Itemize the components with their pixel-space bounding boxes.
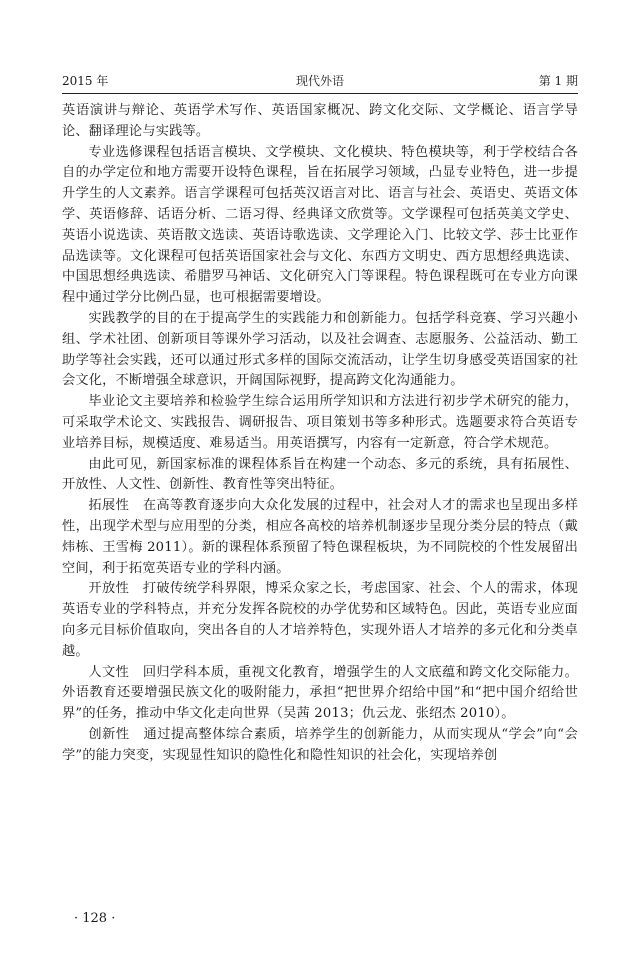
paragraph-course-list-continued: 英语演讲与辩论、英语学术写作、英语国家概况、跨文化交际、文学概论、语言学导论、翻译理论与实践等。 — [62, 103, 578, 139]
paragraph-expansibility: 拓展性 在高等教育逐步向大众化发展的过程中，社会对人才的需求也呈现出多样性，出现学术型与应用型的分类，相应各高校的培养机制逐步呈现分类分层的特点（戴炜栋、王雪梅 2011）。新的课程体系预留了特色课程板块，为不同院校的个性发展留出空间，利于拓宽英语专业的学科内涵。 — [62, 498, 578, 576]
paragraph-curriculum-features: 由此可见，新国家标准的课程体系旨在构建一个动态、多元的系统，具有拓展性、开放性、人文性、创新性、教育性等突出特征。 — [62, 456, 578, 493]
header-year: 2015 年 — [62, 74, 109, 88]
paragraph-practice-teaching: 实践教学的目的在于提高学生的实践能力和创新能力。包括学科竞赛、学习兴趣小组、学术社团、创新项目等课外学习活动，以及社会调查、志愿服务、公益活动、勤工助学等社会实践，还可以通过形式多样的国际交流活动，让学生切身感受英语国家的社会文化，不断增强全球意识，开阔国际视野，提高跨文化沟通能力。 — [62, 310, 578, 389]
paragraph-elective-courses: 专业选修课程包括语言模块、文学模块、文化模块、特色模块等，利于学校结合各自的办学定位和地方需要开设特色课程，旨在拓展学习领域，凸显专业特色，进一步提升学生的人文素养。语言学课程可包括英汉语言对比、语言与社会、英语史、英语文体学、英语修辞、话语分析、二语习得、经典译文欣赏等。文学课程可包括英美文学史、英语小说选读、英语散文选读、英语诗歌选读、文学理论入门、比较文学、莎士比亚作品选读等。文化课程可包括英语国家社会与文化、东西方文明史、西方思想经典选读、中国思想经典选读、希腊罗马神话、文化研究入门等课程。特色课程既可在专业方向课程中通过学分比例凸显，也可根据需要增设。 — [62, 144, 578, 306]
paragraph-openness: 开放性 打破传统学科界限，博采众家之长，考虑国家、社会、个人的需求，体现英语专业的学科特点，并充分发挥各院校的办学优势和区域特色。因此，英语专业应面向多元目标价值取向，突出各自的人才培养特色，实现外语人才培养的多元化和分类卓越。 — [62, 581, 578, 659]
article-body — [62, 101, 578, 767]
header-rule — [62, 93, 578, 94]
paragraph-graduation-thesis: 毕业论文主要培养和检验学生综合运用所学知识和方法进行初步学术研究的能力，可采取学术论文、实践报告、调研报告、项目策划书等多种形式。选题要求符合英语专业培养目标，规模适度、难易适当。用英语撰写，内容有一定新意，符合学术规范。 — [62, 394, 578, 451]
running-header — [62, 72, 578, 90]
header-journal-title: 现代外语 — [295, 74, 344, 88]
paragraph-humanism: 人文性 回归学科本质，重视文化教育，增强学生的人文底蕴和跨文化交际能力。外语教育还要增强民族文化的吸附能力，承担“把世界介绍给中国”和“把中国介绍给世界”的任务，推动中华文化走向世界（吴茜 2013；仇云龙、张绍杰 2010）。 — [62, 664, 578, 722]
page-number: · 128 · — [74, 911, 116, 926]
paragraph-innovation: 创新性 通过提高整体综合素质，培养学生的创新能力，从而实现从“学会”向“会学”的能力突变，实现显性知识的隐性化和隐性知识的社会化，实现培养创 — [62, 726, 578, 763]
header-issue: 第 1 期 — [538, 74, 578, 88]
